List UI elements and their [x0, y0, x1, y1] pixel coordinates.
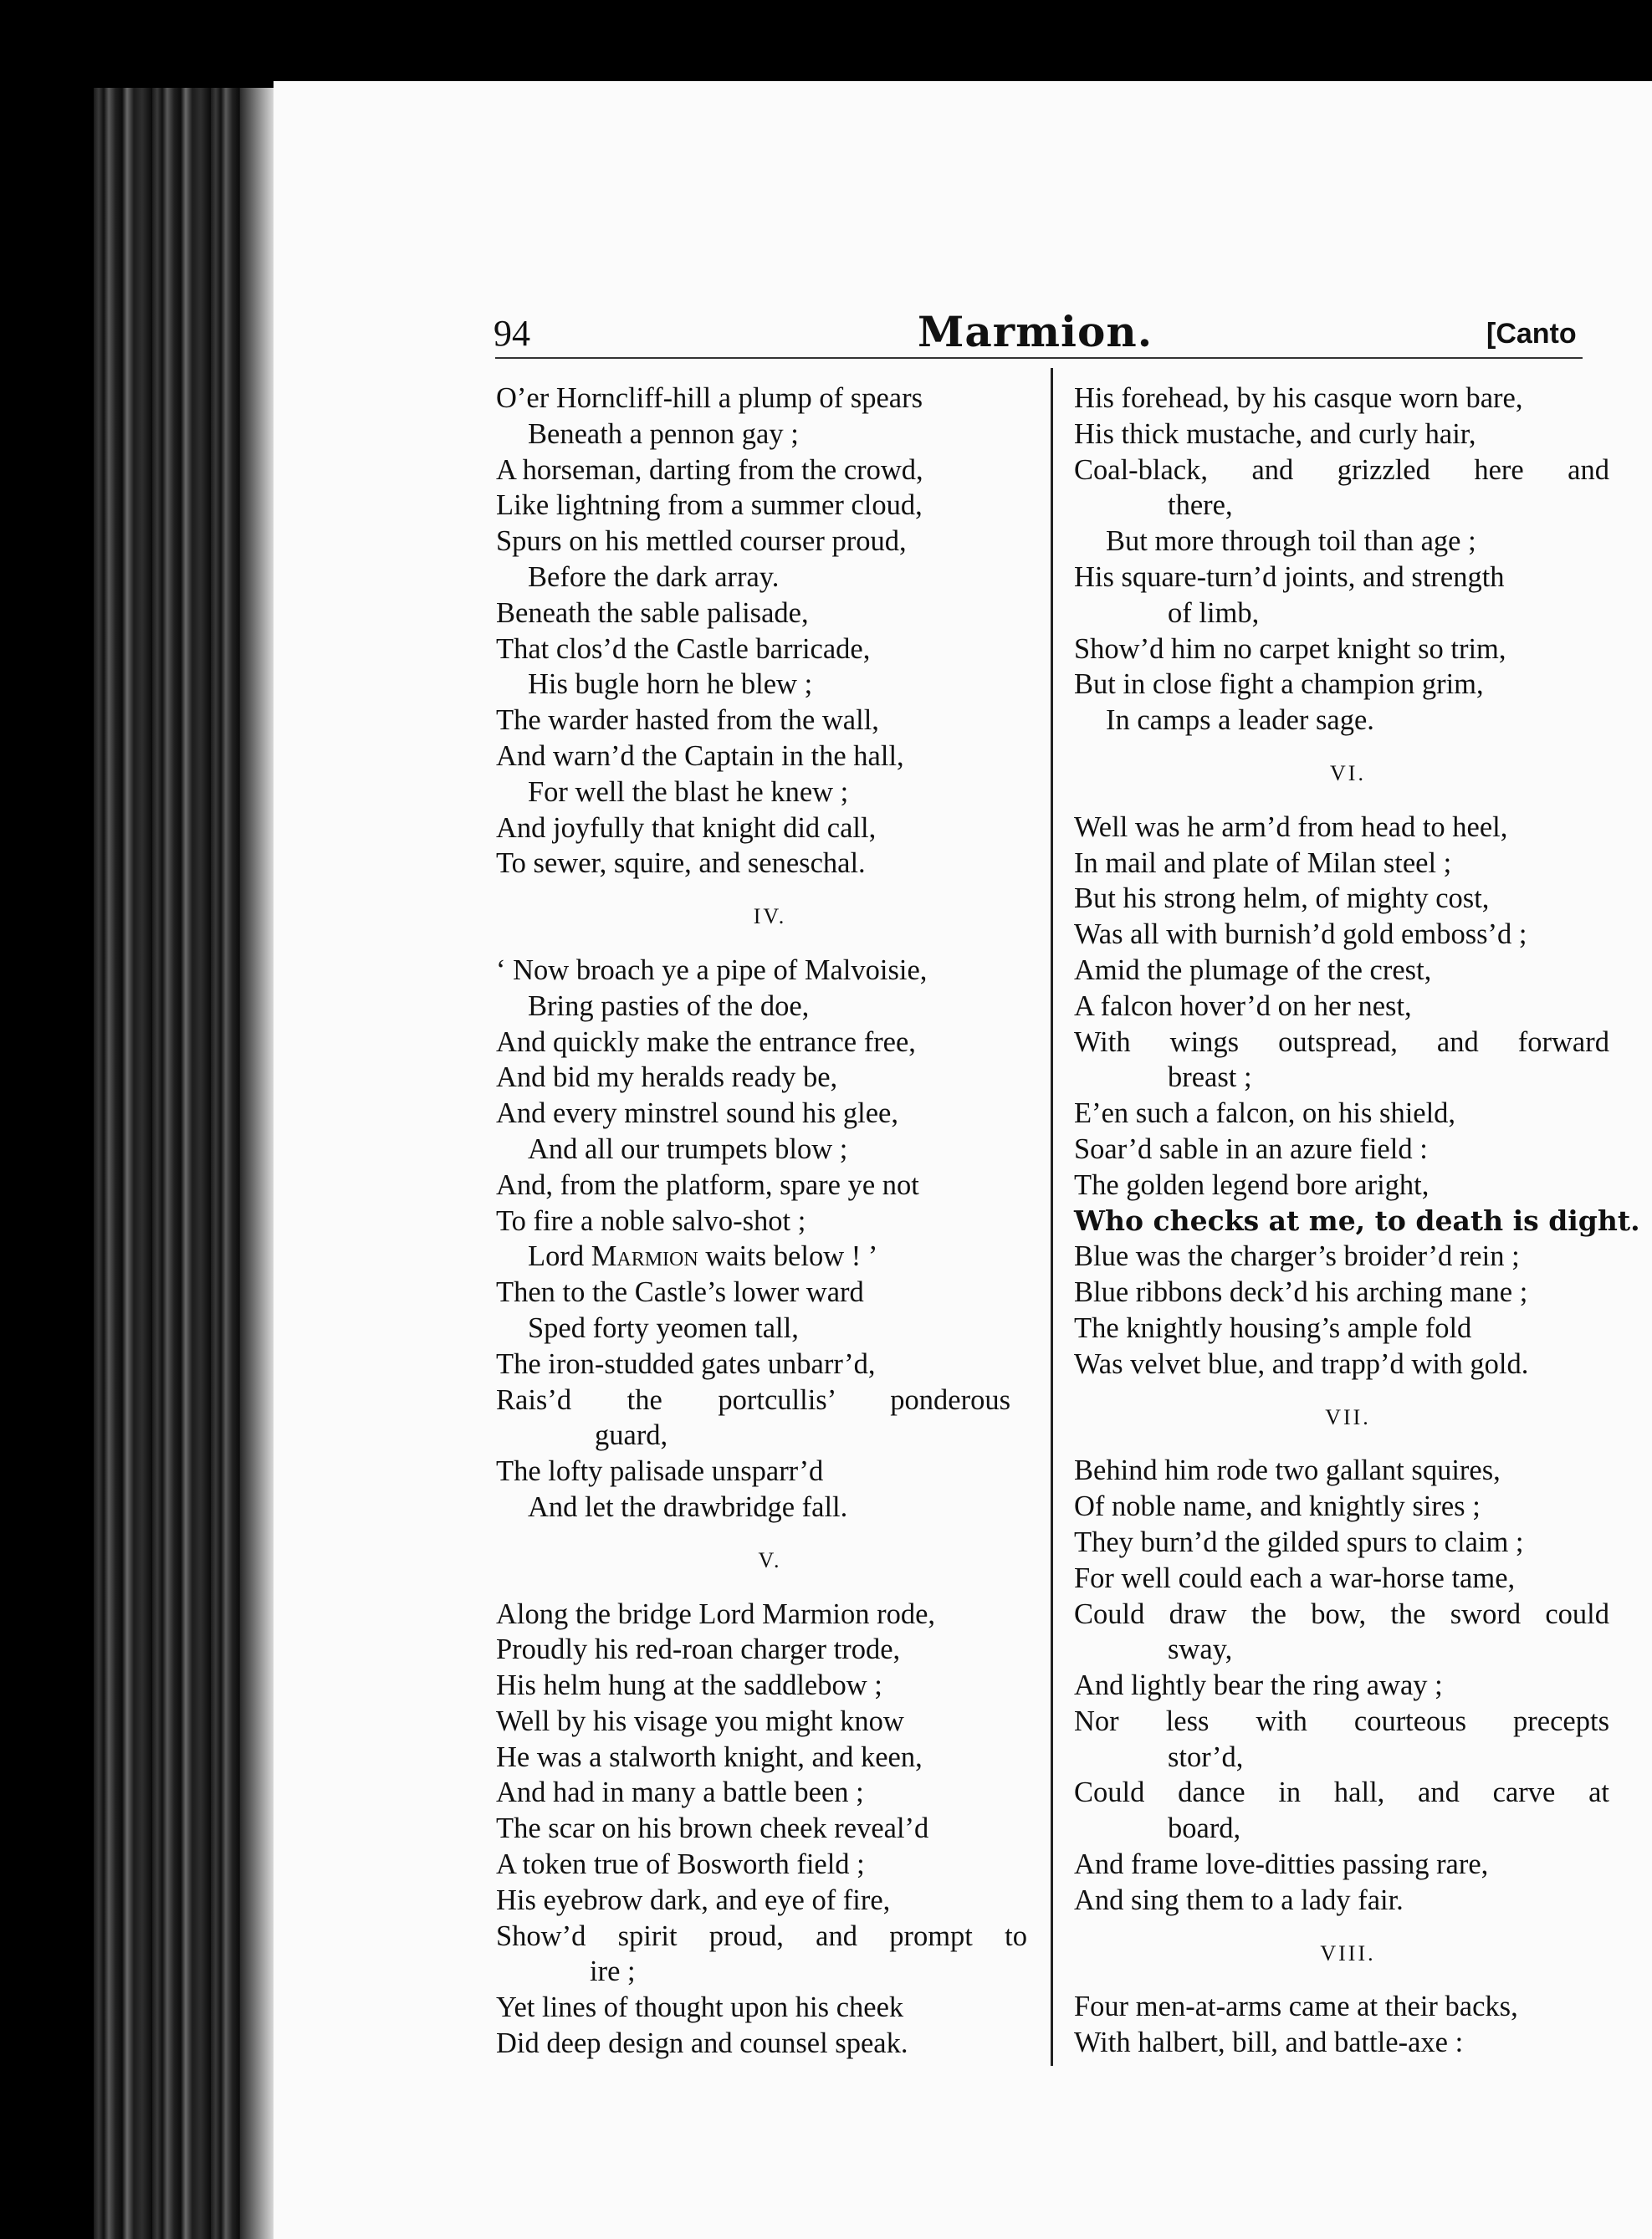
verse-line: Nor less with courteous precepts — [1074, 1705, 1609, 1737]
scan-border-top — [0, 0, 1652, 88]
verse-line: And lightly bear the ring away ; — [1074, 1669, 1443, 1702]
verse-line: Along the bridge Lord Marmion rode, — [496, 1597, 936, 1630]
verse-line: Beneath a pennon gay ; — [528, 417, 799, 450]
verse-line: A horseman, darting from the crowd, — [496, 453, 923, 486]
verse-line: Proudly his red-roan charger trode, — [496, 1633, 901, 1666]
verse-line: Well by his visage you might know — [496, 1705, 904, 1737]
verse-line: Did deep design and counsel speak. — [496, 2027, 908, 2060]
marmion-name: Marmion — [591, 1240, 698, 1273]
verse-line: And quickly make the entrance free, — [496, 1025, 916, 1058]
verse-line-runover: board, — [1168, 1812, 1241, 1845]
section-heading-vi: VI. — [1330, 760, 1366, 785]
canto-label: [Canto — [1486, 318, 1577, 350]
verse-line-runover: there, — [1168, 489, 1233, 522]
verse-line: And, from the platform, spare ye not — [496, 1168, 919, 1201]
column-divider — [1051, 368, 1053, 2066]
verse-line: Then to the Castle’s lower ward — [496, 1276, 864, 1309]
verse-line-runover: ire ; — [590, 1955, 636, 1988]
verse-line: In camps a leader sage. — [1106, 704, 1374, 737]
verse-line: Could draw the bow, the sword could — [1074, 1597, 1609, 1630]
verse-text: waits below ! ’ — [698, 1240, 878, 1273]
verse-line-runover: breast ; — [1168, 1061, 1252, 1094]
verse-line-runover: sway, — [1168, 1633, 1233, 1666]
section-heading-v: V. — [758, 1547, 782, 1572]
verse-line: With halbert, bill, and battle-axe : — [1074, 2027, 1464, 2059]
verse-line: Blue ribbons deck’d his arching mane ; — [1074, 1276, 1528, 1309]
verse-line: The knightly housing’s ample fold — [1074, 1311, 1472, 1344]
verse-line: And frame love-ditties passing rare, — [1074, 1848, 1489, 1881]
verse-line: Before the dark array. — [528, 560, 780, 593]
verse-line: The iron-studded gates unbarr’d, — [496, 1347, 876, 1380]
verse-line: Soar’d sable in an azure field : — [1074, 1132, 1428, 1165]
verse-line: For well could each a war-horse tame, — [1074, 1562, 1516, 1594]
verse-line: That clos’d the Castle barricade, — [496, 632, 871, 665]
verse-line: The warder hasted from the wall, — [496, 704, 879, 737]
verse-line: With wings outspread, and forward — [1074, 1025, 1609, 1058]
verse-line-runover: of limb, — [1168, 596, 1260, 629]
verse-line: Sped forty yeomen tall, — [528, 1311, 799, 1344]
verse-line: And every minstrel sound his glee, — [496, 1097, 898, 1130]
verse-line: And had in many a battle been ; — [496, 1776, 864, 1809]
verse-line: Beneath the sable palisade, — [496, 596, 809, 629]
verse-line: A token true of Bosworth field ; — [496, 1848, 865, 1881]
verse-line: His thick mustache, and curly hair, — [1074, 417, 1476, 450]
verse-line: O’er Horncliff-hill a plump of spears — [496, 382, 923, 414]
verse-line: To sewer, squire, and seneschal. — [496, 847, 866, 880]
verse-line: Was all with burnish’d gold emboss’d ; — [1074, 918, 1527, 951]
verse-line: To fire a noble salvo-shot ; — [496, 1204, 806, 1237]
left-column — [496, 381, 1044, 2062]
verse-line: His square-turn’d joints, and strength — [1074, 560, 1505, 593]
verse-line: And joyfully that knight did call, — [496, 811, 877, 844]
page-number: 94 — [494, 313, 530, 354]
verse-line: ‘ Now broach ye a pipe of Malvoisie, — [496, 953, 928, 986]
verse-line: Was velvet blue, and trapp’d with gold. — [1074, 1347, 1529, 1380]
book-page — [274, 81, 1652, 2239]
verse-line-runover: guard, — [595, 1419, 668, 1452]
verse-line: Behind him rode two gallant squires, — [1074, 1454, 1501, 1487]
verse-line: Blue was the charger’s broider’d rein ; — [1074, 1240, 1520, 1273]
verse-line: A falcon hover’d on her nest, — [1074, 989, 1412, 1022]
verse-line-runover: stor’d, — [1168, 1741, 1244, 1773]
verse-line: The golden legend bore aright, — [1074, 1168, 1430, 1201]
verse-line: Spurs on his mettled courser proud, — [496, 525, 907, 558]
verse-line: Yet lines of thought upon his cheek — [496, 1991, 904, 2024]
verse-line: Rais’d the portcullis’ ponderous — [496, 1383, 1010, 1416]
verse-line: Show’d him no carpet knight so trim, — [1074, 632, 1506, 665]
verse-line: Could dance in hall, and carve at — [1074, 1776, 1609, 1809]
verse-line: But his strong helm, of mighty cost, — [1074, 882, 1490, 915]
verse-line: Show’d spirit proud, and prompt to — [496, 1920, 1027, 1952]
verse-line: Bring pasties of the doe, — [528, 989, 810, 1022]
verse-line: His helm hung at the saddlebow ; — [496, 1669, 882, 1702]
right-column — [1074, 381, 1640, 2061]
verse-line: And all our trumpets blow ; — [528, 1132, 848, 1165]
motto-line: Who checks at me, to death is dight. — [1074, 1204, 1640, 1237]
verse-line: Four men-at-arms came at their backs, — [1074, 1991, 1518, 2023]
verse-line: But in close fight a champion grim, — [1074, 668, 1484, 701]
section-heading-viii: VIII. — [1320, 1940, 1376, 1966]
verse-line-marmion — [496, 1239, 1044, 1275]
verse-line: E’en such a falcon, on his shield, — [1074, 1097, 1456, 1130]
running-title: Marmion. — [918, 307, 1153, 356]
verse-line: His eyebrow dark, and eye of fire, — [496, 1884, 891, 1916]
verse-line: Coal-black, and grizzled here and — [1074, 453, 1609, 486]
verse-line: Amid the plumage of the crest, — [1074, 953, 1432, 986]
verse-line: They burn’d the gilded spurs to claim ; — [1074, 1526, 1524, 1558]
verse-line: Like lightning from a summer cloud, — [496, 489, 923, 522]
verse-line: And let the drawbridge fall. — [528, 1490, 848, 1523]
verse-line: He was a stalworth knight, and keen, — [496, 1741, 923, 1773]
page-header — [274, 309, 1652, 359]
verse-line: And sing them to a lady fair. — [1074, 1884, 1404, 1916]
book-binding-edge — [94, 88, 274, 2239]
verse-line: And warn’d the Captain in the hall, — [496, 739, 904, 772]
verse-line: But more through toil than age ; — [1106, 525, 1476, 558]
verse-text: Lord — [528, 1240, 591, 1273]
verse-line: Of noble name, and knightly sires ; — [1074, 1490, 1481, 1523]
verse-line: The scar on his brown cheek reveal’d — [496, 1812, 929, 1845]
verse-line: In mail and plate of Milan steel ; — [1074, 846, 1452, 879]
header-rule — [495, 357, 1583, 359]
verse-line: Well was he arm’d from head to heel, — [1074, 810, 1508, 843]
section-heading-iv: IV. — [753, 904, 787, 929]
verse-line: His forehead, by his casque worn bare, — [1074, 382, 1523, 414]
section-heading-vii: VII. — [1325, 1404, 1371, 1429]
verse-line: And bid my heralds ready be, — [496, 1061, 838, 1094]
verse-line: The lofty palisade unsparr’d — [496, 1455, 824, 1488]
verse-line: For well the blast he knew ; — [528, 775, 849, 808]
verse-line: His bugle horn he blew ; — [528, 668, 813, 701]
